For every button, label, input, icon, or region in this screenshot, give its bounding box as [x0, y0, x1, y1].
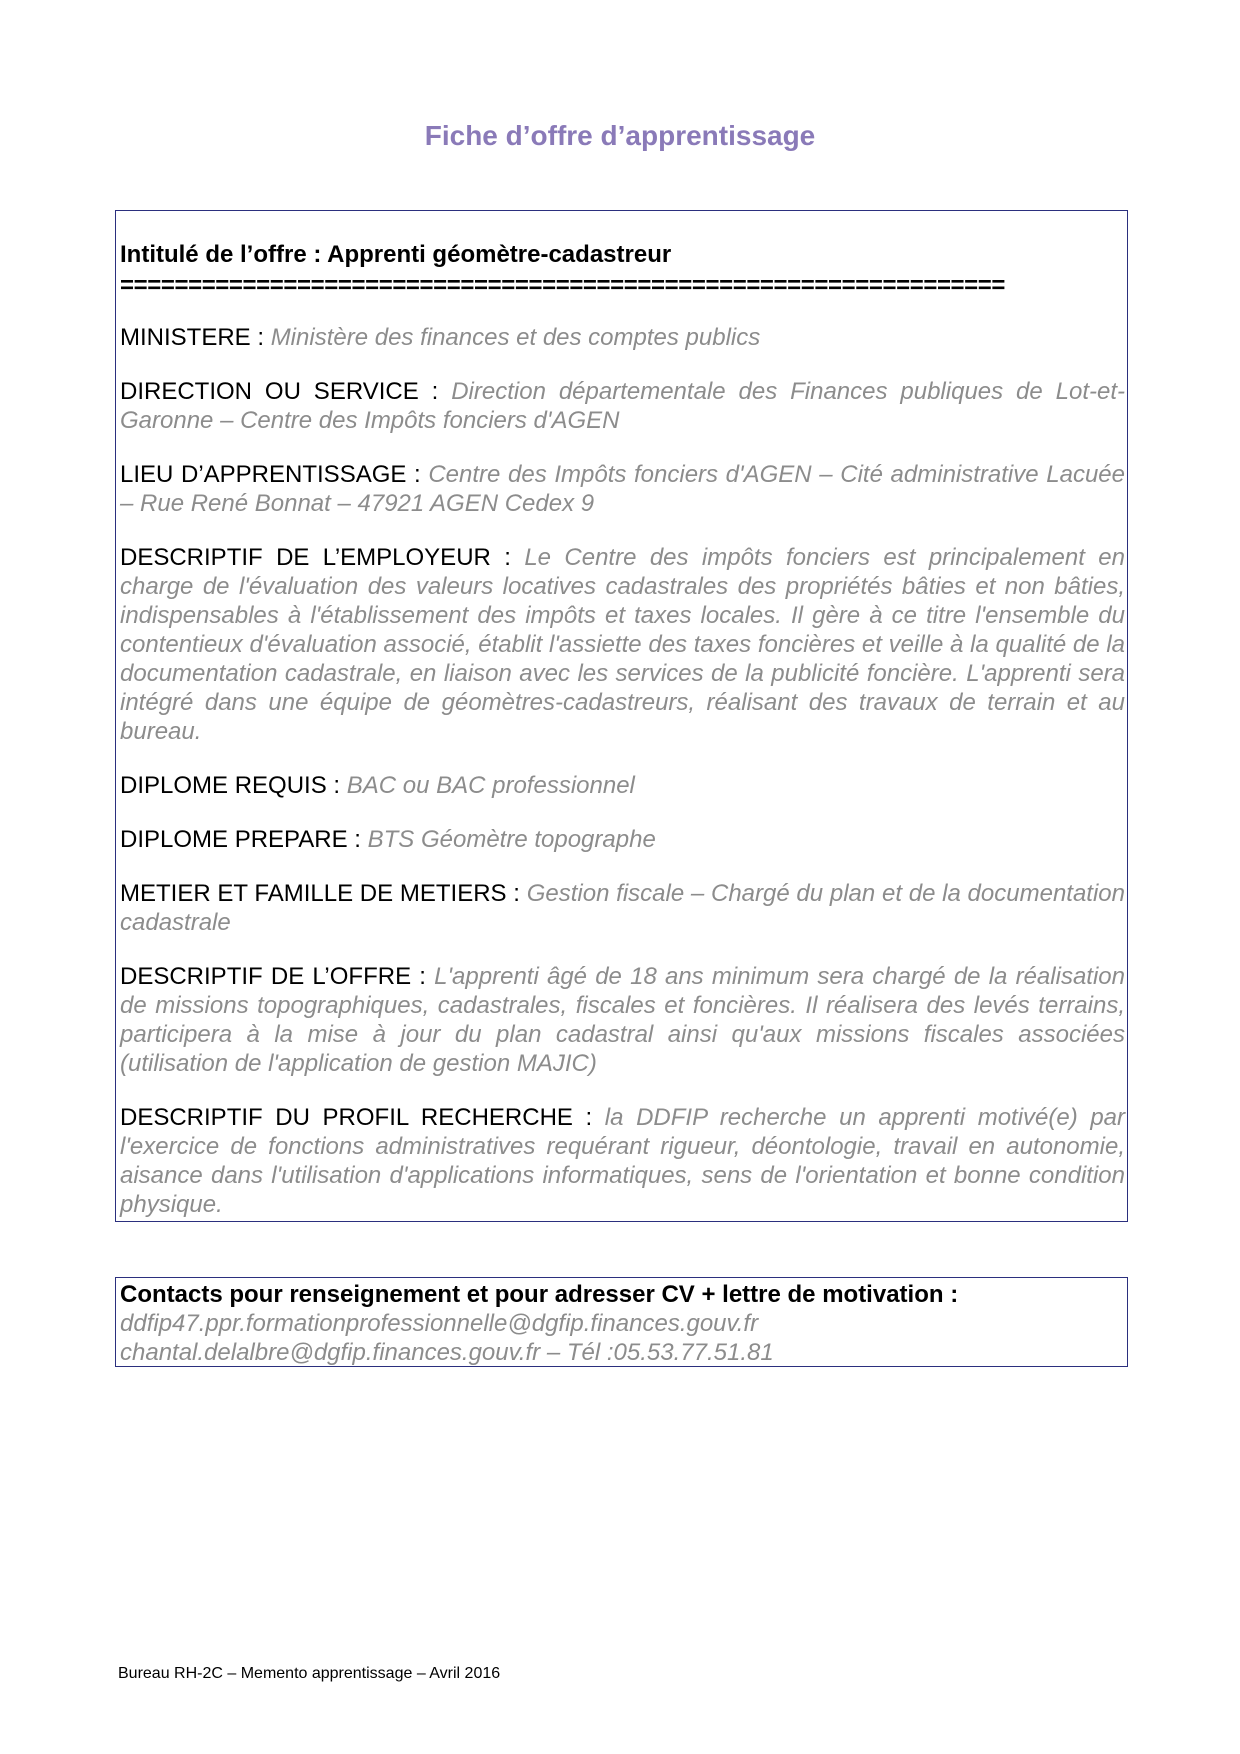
field-lieu-label: LIEU D’APPRENTISSAGE : [120, 461, 429, 488]
field-profil [120, 1103, 1127, 1219]
offer-box [115, 210, 1128, 1222]
field-lieu [120, 460, 1127, 518]
field-employeur-value: Le Centre des impôts fonciers est principalement en charge de l'évaluation des valeurs locatives cadastrales des propriétés bâties et non bâties, indispensables à l'établissement des impôts et taxes locales. Il gère à ce titre l'ensemble du contentieux d'évaluation associé, établit l'assiette des taxes foncières et veille à la qualité de la documentation cadastrale, en liaison avec les services de la publicité foncière. L'apprenti sera intégré dans une équipe de géomètres-cadastreurs, réalisant des travaux de terrain et au bureau. [120, 544, 1125, 745]
page-title: Fiche d’offre d’apprentissage [424, 120, 816, 151]
field-metier-value: Gestion fiscale – Chargé du plan et de la documentation cadastrale [120, 880, 1125, 936]
separator-line: ================================================================= [120, 272, 1006, 299]
field-direction-value: Direction départementale des Finances publiques de Lot-et-Garonne – Centre des Impôts fonciers d'AGEN [120, 378, 1125, 434]
field-diplome-prepare-label: DIPLOME PREPARE : [120, 826, 368, 853]
field-lieu-value: Centre des Impôts fonciers d'AGEN – Cité administrative Lacuée – Rue René Bonnat – 47921 AGEN Cedex 9 [120, 461, 1125, 517]
field-ministere-value: Ministère des finances et des comptes publics [270, 324, 761, 351]
page-footer: Bureau RH-2C – Memento apprentissage – Avril 2016 [118, 1665, 501, 1682]
offer-title: Intitulé de l’offre : Apprenti géomètre-cadastreur [120, 241, 672, 268]
field-diplome-requis-label: DIPLOME REQUIS : [120, 772, 347, 799]
field-offre [120, 962, 1127, 1078]
contact-email-2-phone[interactable]: chantal.delalbre@dgfip.finances.gouv.fr – Tél :05.53.77.51.81 [120, 1339, 774, 1366]
field-offre-value: L'apprenti âgé de 18 ans minimum sera chargé de la réalisation de missions topographiques, cadastrales, fiscales et foncières. Il réalisera des levés terrains, participera à la mise à jour du plan cadastral ainsi qu'aux missions fiscales associées (utilisation de l'application de gestion MAJIC) [120, 963, 1125, 1077]
field-direction-label: DIRECTION OU SERVICE : [120, 378, 452, 405]
field-diplome-requis-value: BAC ou BAC professionnel [346, 772, 635, 799]
contact-email-1[interactable]: ddfip47.ppr.formationprofessionnelle@dgfip.finances.gouv.fr [120, 1310, 759, 1337]
contact-heading: Contacts pour renseignement et pour adresser CV + lettre de motivation : [120, 1281, 959, 1308]
field-diplome-prepare-value: BTS Géomètre topographe [367, 826, 656, 853]
field-employeur [120, 543, 1127, 746]
field-direction [120, 377, 1127, 435]
field-metier-label: METIER ET FAMILLE DE METIERS : [120, 880, 527, 907]
field-profil-value: la DDFIP recherche un apprenti motivé(e) par l'exercice de fonctions administratives requérant rigueur, déontologie, travail en autonomie, aisance dans l'utilisation d'applications informatiques, sens de l'orientation et bonne condition physique. [120, 1104, 1126, 1218]
field-offre-label: DESCRIPTIF DE L’OFFRE : [120, 963, 435, 990]
field-diplome-requis [120, 771, 1127, 800]
field-ministere-label: MINISTERE : [120, 324, 271, 351]
contact-box [115, 1277, 1128, 1367]
field-profil-label: DESCRIPTIF DU PROFIL RECHERCHE : [120, 1104, 605, 1131]
field-ministere [120, 323, 1127, 352]
field-metier [120, 879, 1127, 937]
field-employeur-label: DESCRIPTIF DE L’EMPLOYEUR : [120, 544, 525, 571]
field-diplome-prepare [120, 825, 1127, 854]
